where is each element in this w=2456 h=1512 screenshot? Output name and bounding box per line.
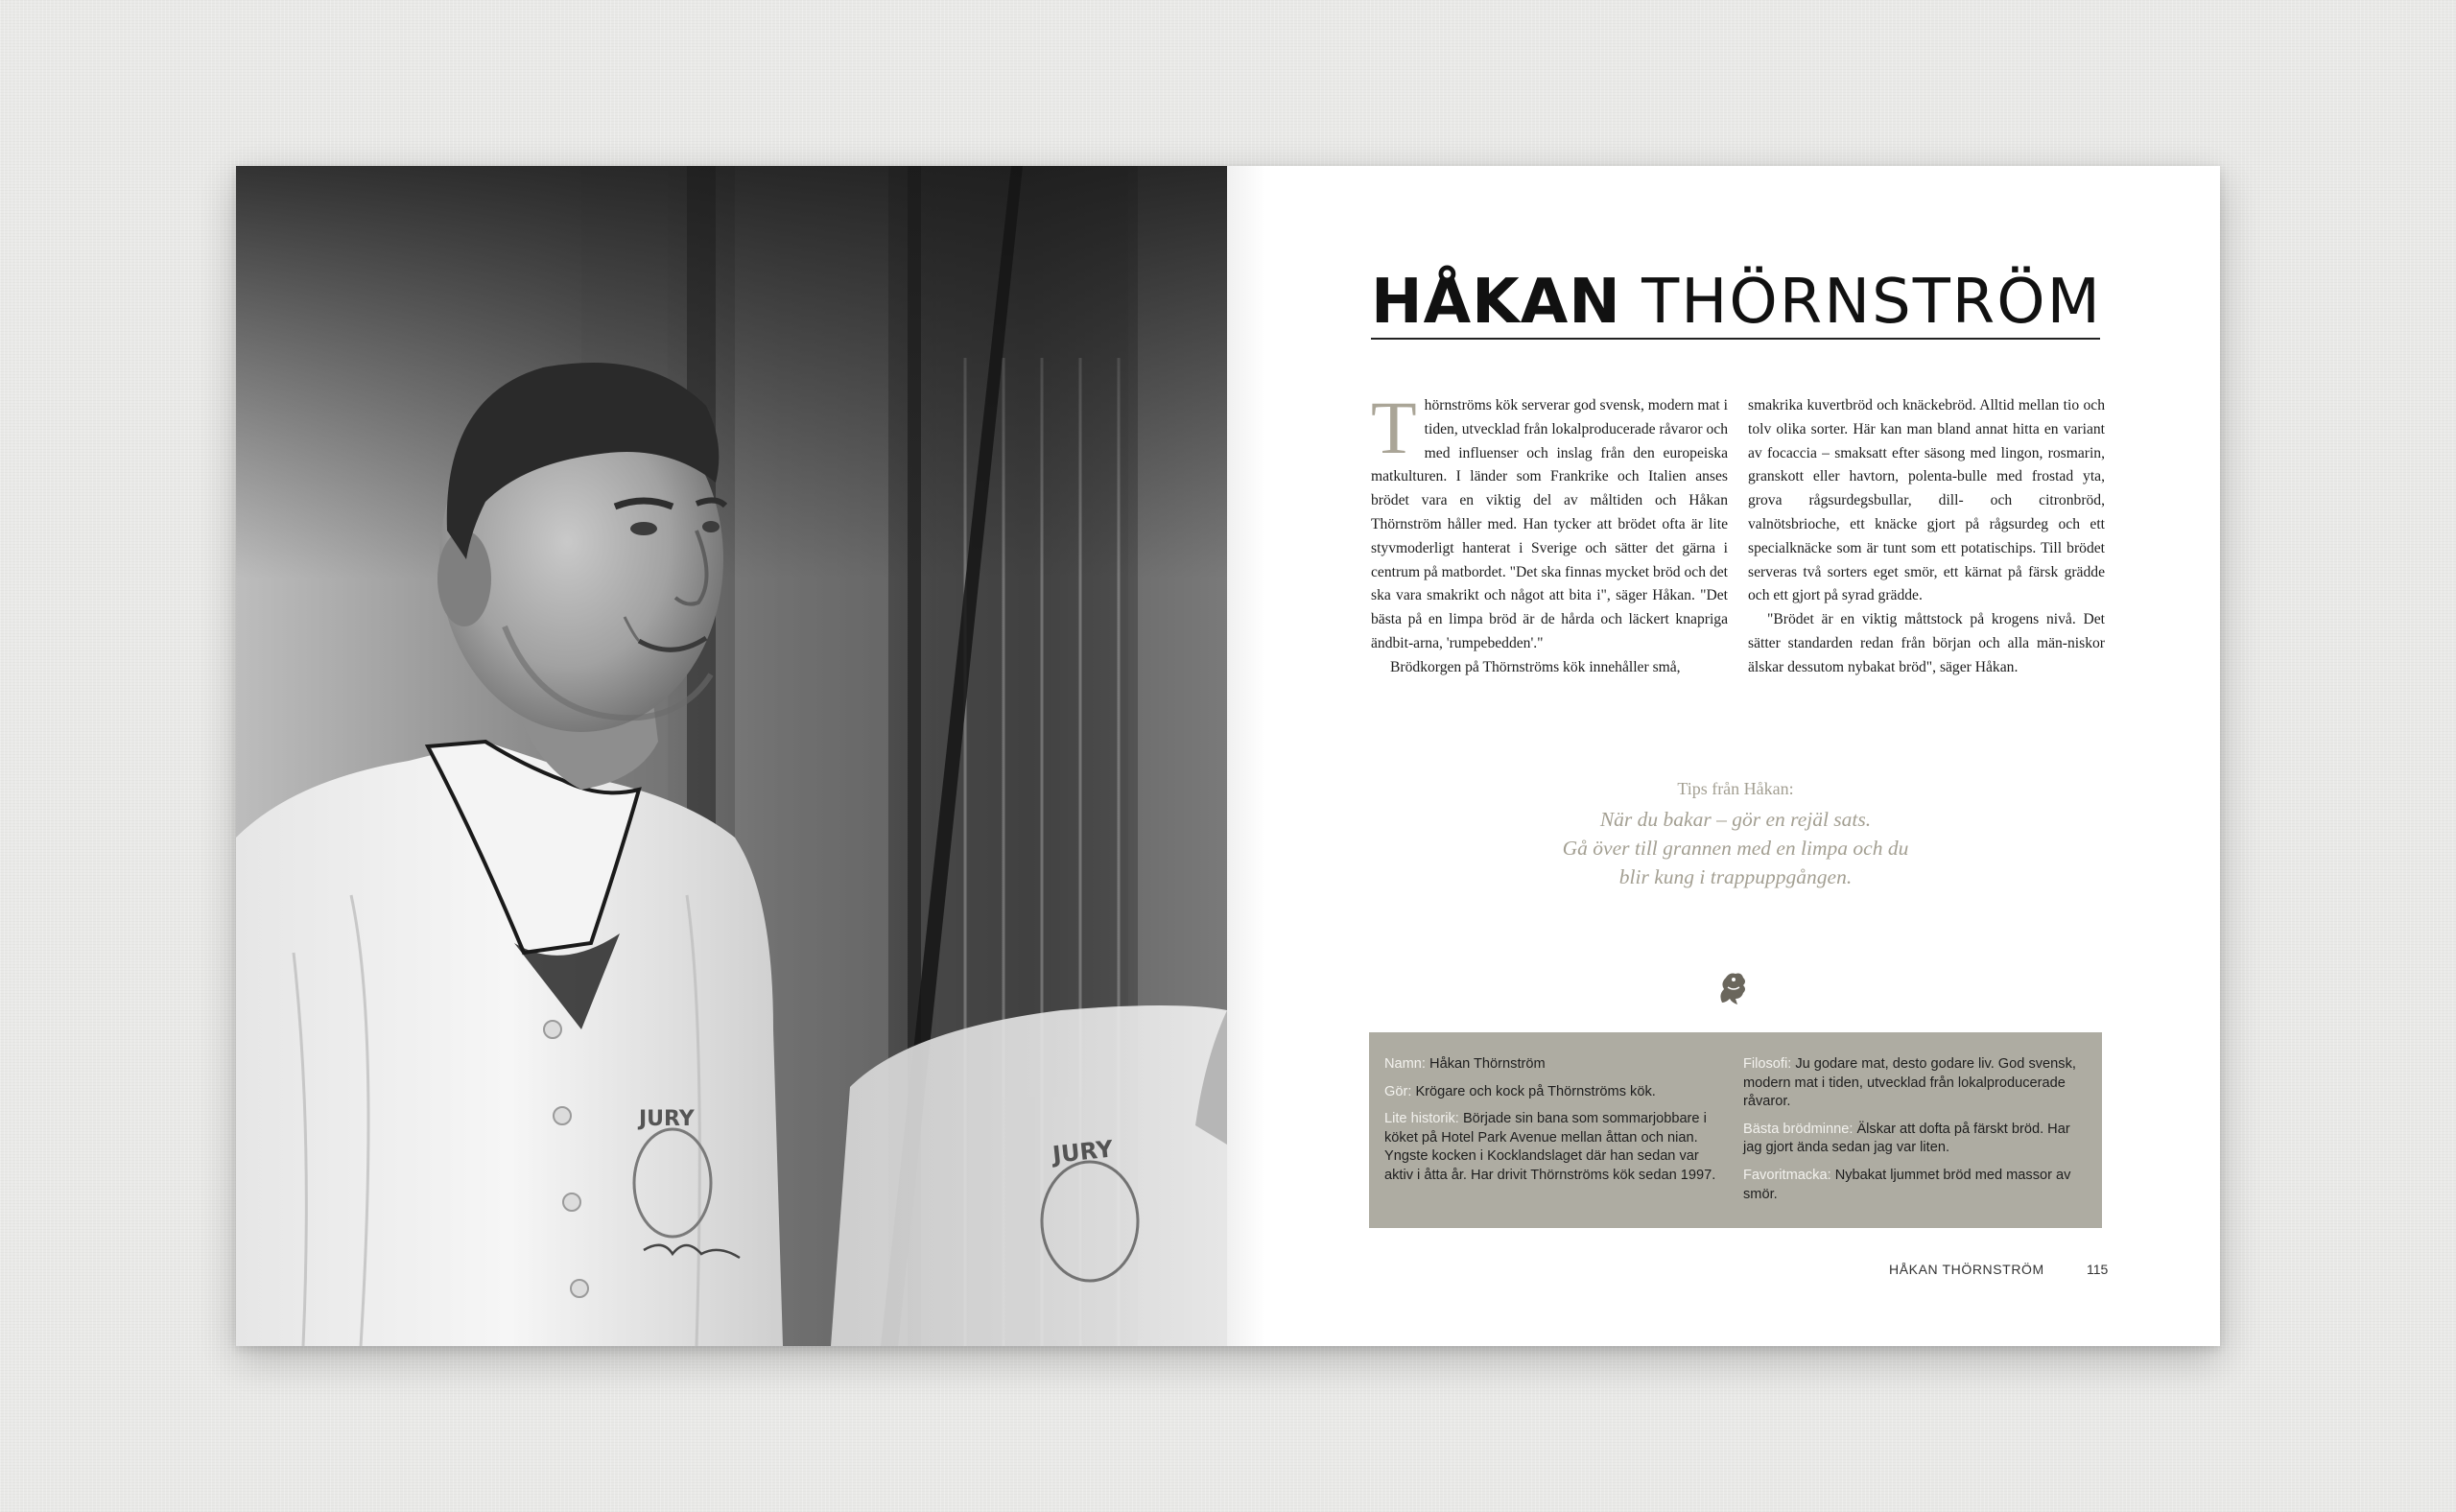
mirror-logo-text: JURY xyxy=(1051,1135,1115,1169)
quote-line: blir kung i trappuppgången. xyxy=(1618,865,1853,888)
fact-label: Lite historik: xyxy=(1384,1111,1459,1127)
fact-label: Favoritmacka: xyxy=(1743,1167,1831,1183)
gutter-shadow xyxy=(1227,166,1265,1346)
fact-philosophy xyxy=(1743,1055,2087,1112)
fact-value: Ju godare mat, desto godare liv. God svensk, modern mat i tiden, utvecklad från lokalproducerade råvaror. xyxy=(1743,1056,2076,1110)
article-paragraph: "Brödet är en viktig måttstock på krogens nivå. Det sätter standarden redan från början och alla män-niskor älskar dessutom nybakat bröd", säger Håkan. xyxy=(1748,611,2105,675)
drop-cap: T xyxy=(1371,386,1417,469)
fact-value: Nybakat ljummet bröd med massor av smör. xyxy=(1743,1167,2071,1202)
fact-value: Började sin bana som sommarjobbare i köket på Hotel Park Avenue mellan åttan och nian. Yngste kocken i Kocklandslaget där han sedan var aktiv i åtta år. Har drivit Thörnströms kök sedan 1997. xyxy=(1384,1111,1716,1183)
article-paragraph xyxy=(1371,386,1728,656)
article-paragraph: Brödkorgen på Thörnströms kök innehåller små, xyxy=(1390,658,1681,675)
fact-box xyxy=(1369,1032,2102,1228)
running-title: HÅKAN THÖRNSTRÖM xyxy=(1889,1262,2044,1277)
chef-portrait-illustration xyxy=(236,166,1227,1346)
fact-bread-memory xyxy=(1743,1121,2087,1158)
quote-line: Gå över till grannen med en limpa och du xyxy=(1562,837,1909,860)
fact-history xyxy=(1384,1110,1722,1185)
title-first-name: HÅKAN xyxy=(1371,267,1621,338)
fact-column-right xyxy=(1743,1055,2087,1213)
fact-label: Namn: xyxy=(1384,1056,1426,1072)
quote-line: När du bakar – gör en rejäl sats. xyxy=(1599,808,1872,831)
fact-label: Gör: xyxy=(1384,1083,1412,1099)
page-number: 115 xyxy=(2087,1262,2109,1277)
fact-occupation xyxy=(1384,1083,1722,1102)
fact-value: Älskar att dofta på färskt bröd. Har jag gjort ända sedan jag var liten. xyxy=(1743,1121,2070,1156)
portrait-photo xyxy=(236,166,1227,1346)
fact-label: Filosofi: xyxy=(1743,1056,1792,1072)
article-title xyxy=(1371,267,2102,338)
article-column-left xyxy=(1371,386,1728,680)
fact-value: Håkan Thörnström xyxy=(1429,1056,1546,1072)
title-underline xyxy=(1371,338,2100,340)
fact-column-left xyxy=(1384,1055,1722,1194)
paragraph-text: hörnströms kök serverar god svensk, modern mat i tiden, utvecklad från lokalproducerade råvaror och med influenser och inslag från den europeiska matkulturen. I länder som Frankrike och Italien anses brödet vara en viktig del av måltiden och Håkan Thörnström håller med. Han tycker att brödet ofta är lite styvmoderligt hanterat i Sverige och sätter det gärna i centrum på matbordet. "Det ska finnas mycket bröd och det ska vara smakrikt och något att bita i", säger Håkan. "Det bästa på en limpa bröd är de hårda och läckert knapriga ändbit-arna, 'rumpebedden'." xyxy=(1371,397,1728,651)
fact-label: Bästa brödminne: xyxy=(1743,1121,1854,1137)
lion-ornament-icon xyxy=(1714,968,1749,1006)
quote-label: Tips från Håkan: xyxy=(1677,779,1794,798)
article-paragraph: smakrika kuvertbröd och knäckebröd. Alltid mellan tio och tolv olika sorter. Här kan man bland annat hitta en variant av focaccia – smaksatt efter säsong med lingon, rosmarin, granskott eller havtorn, polenta-bulle med frostad yta, grova rågsurdegsbullar, dill- och citronbröd, valnötsbrioche, ett knäcke gjort på rågsurdeg och ett specialknäcke som är tunt som ett potatischips. Till brödet serveras två sorters eget smör, ett kärnat på färsk grädde och ett gjort på syrad grädde. xyxy=(1748,397,2105,604)
article-page xyxy=(1227,166,2220,1346)
fact-favorite-sandwich xyxy=(1743,1167,2087,1204)
article-column-right xyxy=(1748,394,2105,680)
fact-value: Krögare och kock på Thörnströms kök. xyxy=(1415,1083,1656,1099)
book-spread xyxy=(236,166,2220,1346)
title-last-name: THÖRNSTRÖM xyxy=(1641,267,2102,338)
tip-quote xyxy=(1371,776,2100,891)
jacket-logo-text: JURY xyxy=(639,1107,695,1131)
fact-name xyxy=(1384,1055,1722,1075)
